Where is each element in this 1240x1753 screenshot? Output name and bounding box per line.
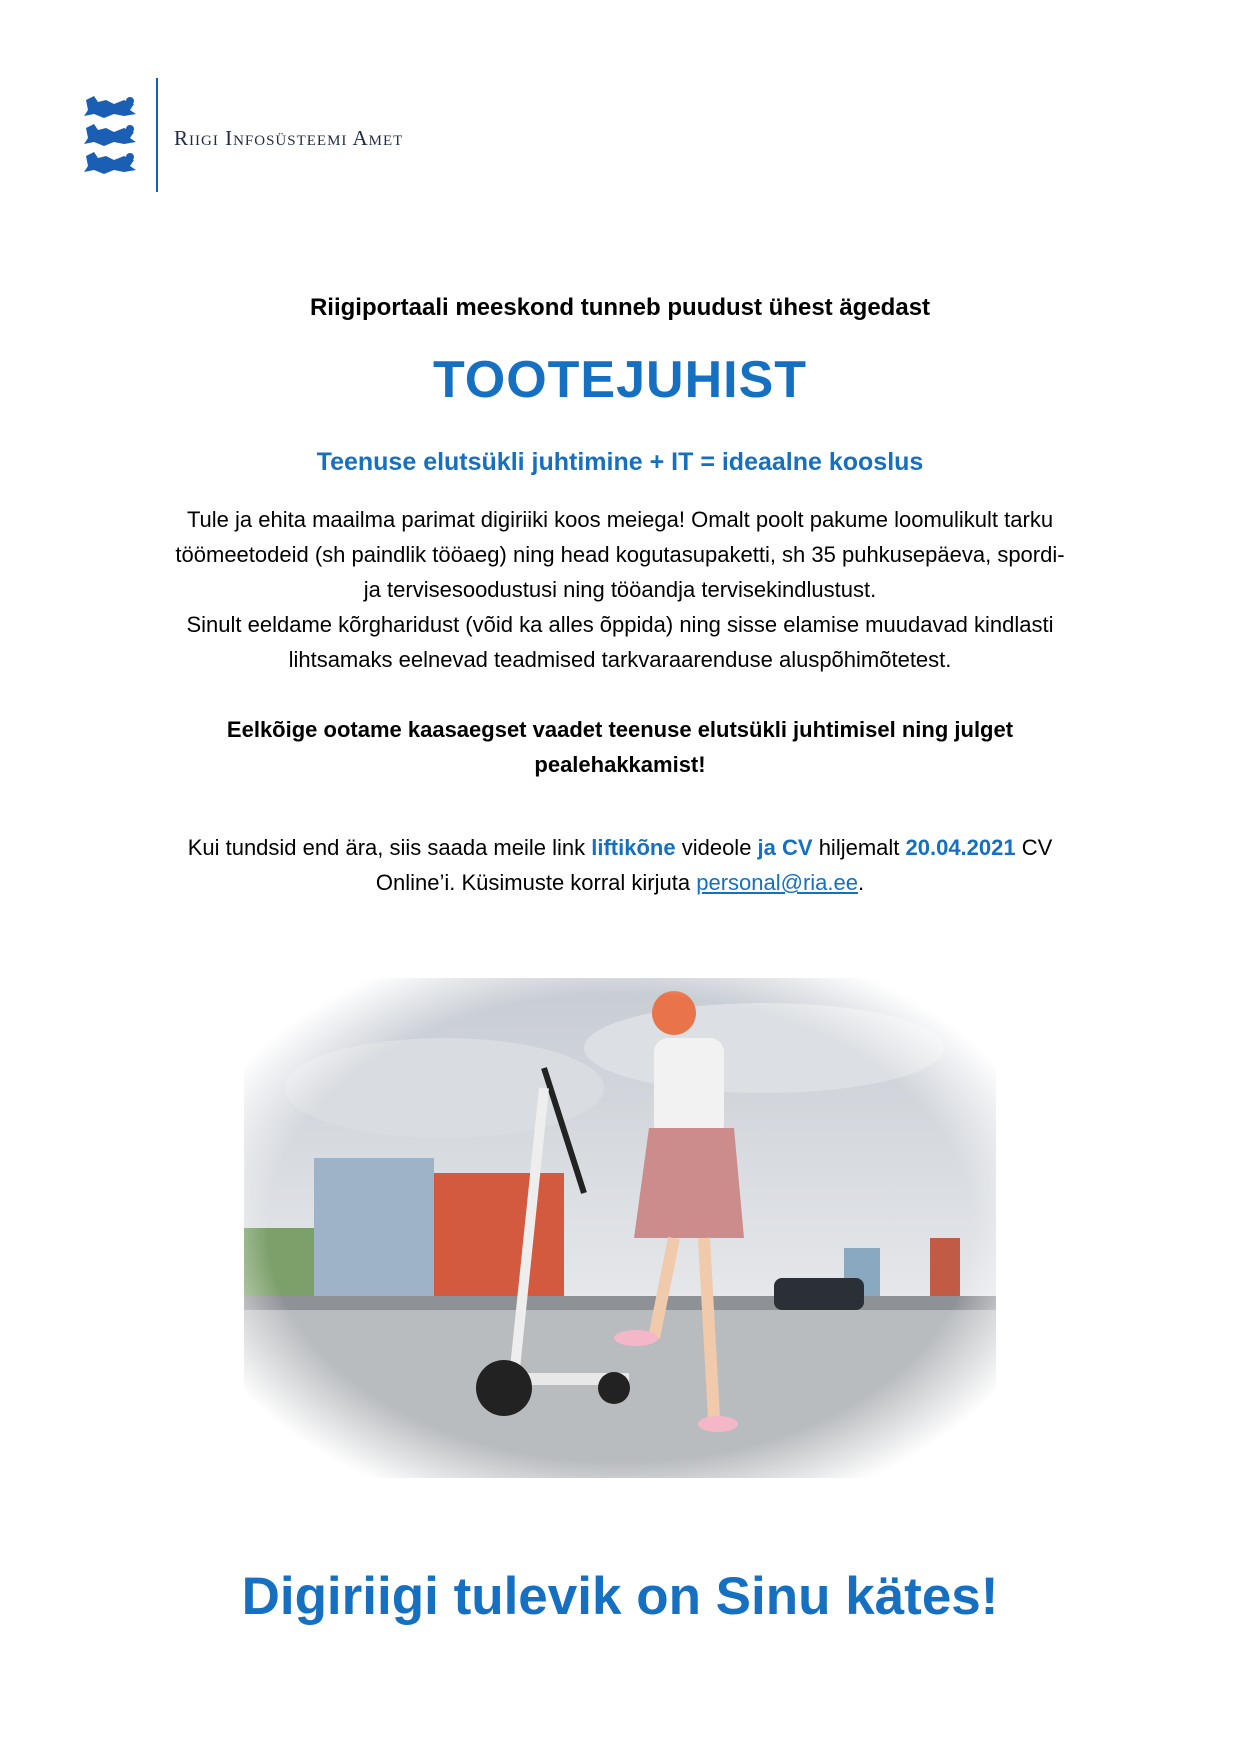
contact-line-1 <box>160 830 1080 865</box>
bold-paragraph <box>220 712 1020 782</box>
contact-text: . <box>857 870 865 895</box>
contact-line-2 <box>160 865 1080 900</box>
contact-text: hiljemalt <box>812 835 906 860</box>
body-line: ja tervisesoodustusi ning tööandja tervisekindlustust. <box>363 577 877 602</box>
body-line: Tule ja ehita maailma parimat digiriiki koos meiega! Omalt poolt pakume loomulikult tarku <box>186 507 1054 532</box>
email-link[interactable]: personal@ria.ee <box>696 870 858 895</box>
bold-line: Eelkõige ootame kaasaegset vaadet teenuse elutsükli juhtimisel ning julget <box>226 717 1014 742</box>
intro-heading: Riigiportaali meeskond tunneb puudust ühest ägedast <box>309 294 931 321</box>
body-line: Sinult eeldame kõrgharidust (võid ka alles õppida) ning sisse elamise muudavad kindlasti <box>186 612 1054 637</box>
logo-divider <box>156 78 158 192</box>
body-line: lihtsamaks eelnevad teadmised tarkvaraarenduse aluspõhimõtetest. <box>288 647 952 672</box>
contact-text: CV <box>1015 835 1053 860</box>
lion-top <box>84 96 136 118</box>
footer-slogan: Digiriigi tulevik on Sinu kätes! <box>241 1567 999 1626</box>
contact-text: Kui tundsid end ära, siis saada meile link <box>187 835 592 860</box>
job-title: TOOTEJUHIST <box>432 351 808 409</box>
body-line: töömeetodeid (sh paindlik tööaeg) ning head kogutasupaketti, sh 35 puhkusepäeva, spordi- <box>175 542 1065 567</box>
body-paragraph <box>140 502 1100 677</box>
bold-line: pealehakkamist! <box>534 752 706 777</box>
contact-text: Online’i. Küsimuste korral kirjuta <box>375 870 697 895</box>
contact-paragraph <box>160 830 1080 900</box>
subtitle: Teenuse elutsükli juhtimine + IT = ideaalne kooslus <box>316 448 924 476</box>
lion-bottom <box>84 152 136 174</box>
lion-middle <box>84 124 136 146</box>
scooter-photo <box>244 978 996 1478</box>
contact-text: videole <box>675 835 758 860</box>
highlight-liftikone: liftikõne <box>591 835 676 860</box>
highlight-cv: ja CV <box>757 835 813 860</box>
organization-name: Riigi Infosüsteemi Amet <box>174 126 404 150</box>
deadline-date: 20.04.2021 <box>905 835 1016 860</box>
coat-of-arms-logo <box>80 94 140 178</box>
